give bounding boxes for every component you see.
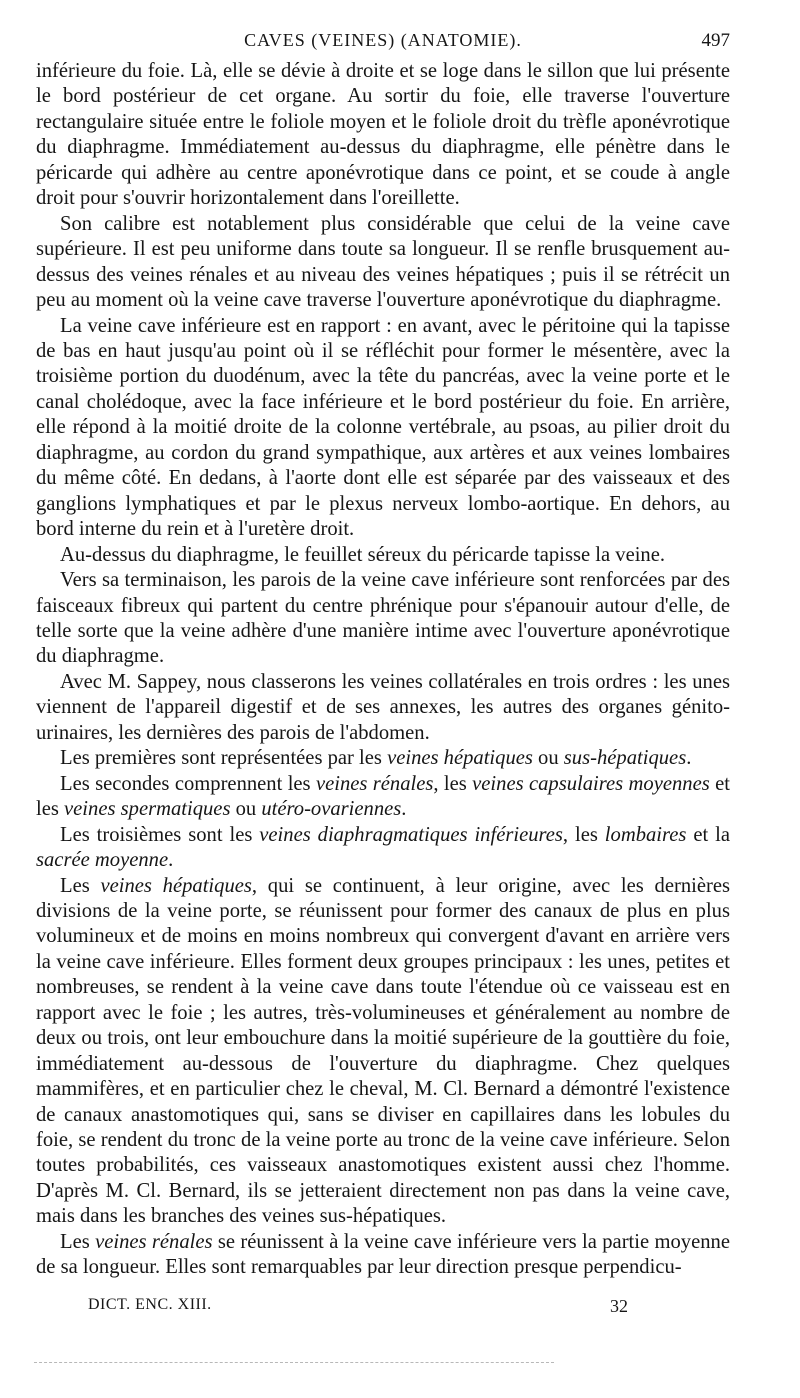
text-run: , qui se continuent, à leur origine, avec les dernières divisions de la veine porte, se réunissent pour former des canaux de plus en plus volumineux et de moins en moins nombreux qui convergent d'avant en arrière vers la veine cave inférieure. Elles forment deux groupes principaux : les unes, petites et nombreuses, se rendent à la veine cave dans toute l'étendue où ce vaisseau est en rapport avec le foie ; les autres, très-volumineuses et généralement au nombre de deux ou trois, ont leur embouchure dans la moitié supérieure de la gouttière du foie, immédiatement au-dessous de l'ouverture du diaphragme. Chez quelques mammifères, et en particulier chez le cheval, M. Cl. Bernard a démontré l'existence de canaux anastomotiques qui, sans se diviser en capillaires dans les lobules du foie, se rendent du tronc de la veine porte au tronc de la veine cave inférieure. Selon toutes probabilités, ces vaisseaux anastomotiques existent aussi chez l'homme. D'après M. Cl. Bernard, ils se jetteraient directement non pas dans la veine cave, mais dans les branches des veines sus-hépatiques.	[36, 874, 730, 1228]
sheet-number: 32	[610, 1296, 628, 1316]
text-run: Les	[60, 1230, 96, 1253]
text-run: Les premières sont représentées par les	[60, 747, 388, 770]
signature-mark: DICT. ENC. XIII.	[88, 1296, 212, 1313]
paragraph: Avec M. Sappey, nous classerons les veines collatérales en trois ordres : les unes viennent de l'appareil digestif et de ses annexes, les autres des organes génito-urinaires, les dernières des parois de l'abdomen.	[36, 670, 730, 744]
text-run: Les secondes comprennent les	[60, 772, 316, 795]
paragraph: Vers sa terminaison, les parois de la veine cave inférieure sont renforcées par des faisceaux fibreux qui partent du centre phrénique pour s'épanouir autour d'elle, de telle sorte que la veine adhère d'une manière intime avec l'ouverture aponévrotique du diaphragme.	[36, 569, 730, 668]
italic-term: veines hépatiques	[100, 874, 252, 897]
running-title: CAVES (VEINES) (ANATOMIE).	[244, 30, 522, 50]
paragraph: Au-dessus du diaphragme, le feuillet séreux du péricarde tapisse la veine.	[60, 543, 666, 566]
paragraph	[36, 874, 730, 1230]
text-run: ou	[532, 747, 564, 770]
running-header	[36, 30, 730, 54]
text-run: Les troisièmes sont les	[60, 823, 260, 846]
italic-term: veines diaphragmatiques inférieures	[259, 823, 563, 846]
italic-term: utéro-ovariennes	[261, 798, 402, 821]
paragraph	[36, 772, 730, 823]
paragraph: Son calibre est notablement plus considérable que celui de la veine cave supérieure. Il est peu uniforme dans toute sa longueur. Il se renfle brusquement au-dessus des veines rénales et au niveau des veines hépatiques ; puis il se rétrécit un peu au moment où la veine cave traverse l'ouverture aponévrotique du diaphragme.	[36, 212, 730, 312]
italic-term: sus-hépatiques	[563, 747, 687, 770]
text-run: se réunissent à la veine cave inférieure vers la partie moyenne de sa longueur. Elles sont remarquables par leur direction presque perpendicu-	[36, 1230, 730, 1279]
text-run: , les	[562, 823, 605, 846]
paragraph	[36, 746, 730, 771]
italic-term: veines capsulaires moyennes	[472, 772, 710, 795]
text-run: , les	[433, 772, 473, 795]
paragraph	[36, 823, 730, 874]
italic-term: veines hépatiques	[387, 747, 533, 770]
paragraph: inférieure du foie. Là, elle se dévie à droite et se loge dans le sillon que lui présente le bord postérieur de cet organe. Au sortir du foie, elle traverse l'ouverture rectangulaire située entre le foliole moyen et le foliole droit du trèfle aponévrotique du diaphragme. Immédiatement au-dessus du diaphragme, elle pénètre dans le péricarde qui adhère au centre aponévrotique dans ce point, et se coude à angle droit pour s'ouvrir horizontalement dans l'oreillette.	[36, 60, 730, 210]
text-run: .	[401, 798, 407, 821]
italic-term: veines spermatiques	[64, 798, 231, 821]
italic-term: lombaires	[604, 823, 687, 846]
text-run: Les	[60, 874, 101, 897]
italic-term: veines rénales	[95, 1230, 213, 1253]
text-run: et la	[686, 823, 730, 846]
text-run: et les	[36, 772, 730, 821]
text-run: ou	[230, 798, 262, 821]
paragraph	[36, 1230, 730, 1281]
italic-term: sacrée moyenne	[36, 849, 169, 872]
text-run: .	[686, 747, 692, 770]
text-run: .	[168, 849, 174, 872]
body-text	[36, 59, 730, 1281]
page-number: 497	[701, 30, 730, 51]
page-edge-rule	[34, 1362, 554, 1363]
paragraph: La veine cave inférieure est en rapport : en avant, avec le péritoine qui la tapisse de bas en haut jusqu'au point où il se réfléchit pour former le mésentère, avec la troisième portion du duodénum, avec la tête du pancréas, avec la veine porte et le canal cholédoque, avec la face inférieure et le bord postérieur du foie. En arrière, elle répond à la moitié droite de la colonne vertébrale, au psoas, au pilier droit du diaphragme, au cordon du grand sympathique, aux artères et aux veines lombaires du même côté. En dedans, à l'aorte dont elle est séparée par des vaisseaux et des ganglions lymphatiques et par le plexus nerveux lombo-aortique. En dehors, au bord interne du rein et à l'uretère droit.	[36, 314, 730, 541]
italic-term: veines rénales	[315, 772, 434, 795]
page-footer	[36, 1296, 730, 1318]
